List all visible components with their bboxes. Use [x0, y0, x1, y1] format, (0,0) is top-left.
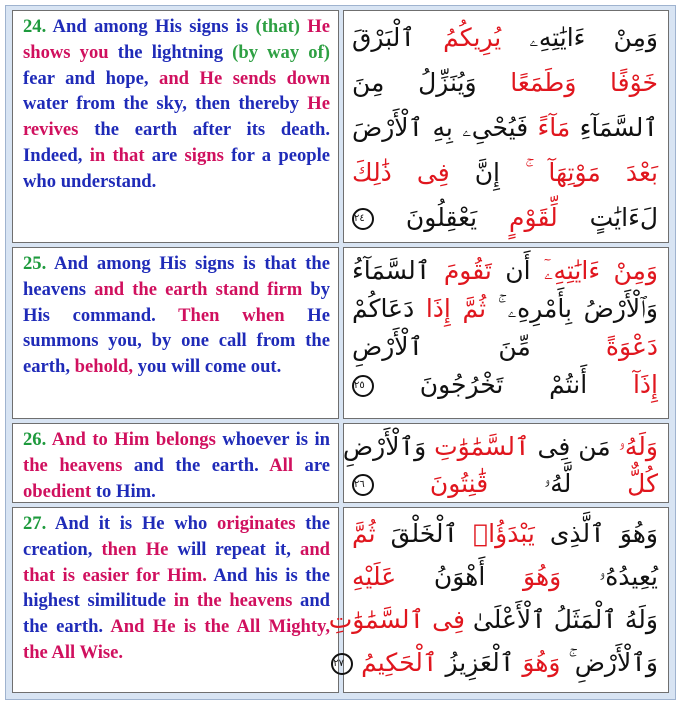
arabic-word: ٱلسَّمَآءُ — [352, 256, 431, 285]
arabic-word: يَعْقِلُونَ — [405, 203, 478, 232]
arabic-word: وَيُنَزِّلُ مِنَ — [352, 68, 477, 97]
arabic-cell — [343, 247, 669, 419]
arabic-word: ٱلْحَكِيمُ — [361, 648, 438, 677]
translation-segment: Then when — [178, 304, 308, 326]
english-cell — [12, 247, 339, 419]
verse-number: 26. — [23, 429, 52, 450]
translation-segment: (by way of) — [232, 41, 330, 63]
translation-segment: water from the sky, then thereby — [23, 93, 308, 115]
arabic-word: مَن فِى — [529, 432, 611, 461]
english-cell — [12, 10, 339, 243]
arabic-line — [352, 195, 658, 240]
translation-segment: And among His signs is that — [54, 253, 306, 274]
arabic-word: وَهُوَ — [485, 562, 562, 591]
arabic-word: ٱلْخَلْقَ — [375, 519, 459, 548]
arabic-line — [328, 598, 658, 641]
arabic-word: وَٱلْأَرْضِ ۚ — [560, 648, 658, 677]
arabic-word: لَّهُۥ — [488, 469, 572, 498]
arabic-line — [352, 512, 658, 555]
translation-segment: and that is easier for Him. — [23, 538, 330, 586]
translation-segment: and the earth. — [133, 454, 270, 476]
arabic-word: وَٱلْأَرْضُ بِأَمْرِهِۦ — [497, 294, 658, 323]
verse-row — [12, 507, 669, 693]
arabic-line — [352, 366, 658, 404]
translation-segment: the heavens — [23, 454, 134, 476]
arabic-word: وَهُوَ ٱلَّذِى — [534, 519, 658, 548]
translation-segment: And to Him belongs — [51, 429, 223, 450]
arabic-word: وَمِنْ ءَايَٰتِهِۦٓ — [530, 256, 658, 285]
arabic-word: وَلَهُ ٱلْمَثَلُ ٱلْأَعْلَىٰ — [464, 605, 658, 634]
arabic-word: خَوْفًا وَطَمَعًا — [476, 68, 658, 97]
arabic-word: دَعْوَةً — [530, 332, 658, 361]
arabic-word: تَقُومَ — [430, 256, 492, 285]
translation-segment: and He sends down — [159, 67, 331, 89]
arabic-word: أَن — [491, 256, 531, 285]
translation-segment: obedient — [23, 480, 96, 502]
translation-segment: And his is the highest similitude — [23, 564, 330, 612]
arabic-cell — [343, 423, 669, 503]
english-translation — [23, 511, 330, 666]
arabic-line — [352, 105, 658, 150]
translation-segment: He shows you — [23, 16, 330, 63]
arabic-text — [352, 15, 658, 240]
arabic-word: عَلَيْهِ — [352, 562, 397, 591]
translation-segment: you will come out. — [137, 356, 282, 378]
arabic-word: أَنتُمْ تَخْرُجُونَ — [419, 370, 588, 399]
arabic-word: دَعَاكُمْ — [352, 294, 415, 323]
translation-segment: and the earth. — [23, 590, 330, 638]
arabic-word: يَبْدَؤُا۟ — [458, 519, 535, 548]
english-translation — [23, 14, 330, 195]
arabic-word: مِّنَ ٱلْأَرْضِ — [352, 332, 531, 361]
arabic-line — [342, 428, 658, 465]
translation-segment: by His command. — [23, 278, 330, 326]
arabic-line — [352, 252, 658, 290]
arabic-word: بَعْدَ مَوْتِهَآ — [525, 158, 658, 187]
ayah-number-icon: ٢٦ — [352, 474, 374, 496]
translation-segment: the All Wise. — [23, 641, 124, 663]
translation-segment: All — [269, 454, 305, 476]
translation-segment: will repeat it, — [177, 538, 301, 560]
arabic-word: لَءَايَٰتٍ — [557, 203, 659, 232]
translation-segment: the creation, — [23, 513, 330, 560]
arabic-cell — [343, 10, 669, 243]
translation-segment: the earth after its death. — [94, 119, 330, 141]
translation-segment: And He is the All Mighty, — [110, 616, 330, 638]
verse-row — [12, 247, 669, 419]
arabic-line — [352, 60, 658, 105]
arabic-word: ٱلسَّمَٰوَٰتِ — [426, 432, 530, 461]
arabic-word: ۚ ثُمَّ إِذَا — [414, 294, 498, 323]
verse-number: 25. — [23, 253, 55, 274]
arabic-line — [352, 15, 658, 60]
translation-segment: He revives — [23, 93, 330, 141]
english-translation — [23, 427, 330, 504]
arabic-word: فِى ٱلسَّمَٰوَٰتِ — [328, 605, 465, 634]
verse-row — [12, 10, 669, 243]
arabic-text — [342, 428, 658, 502]
translation-segment: are — [304, 454, 330, 476]
arabic-text — [328, 512, 658, 684]
arabic-word: أَهْوَنُ — [396, 562, 486, 591]
arabic-line — [352, 290, 658, 328]
arabic-line — [352, 328, 658, 366]
translation-segment: then He — [101, 538, 178, 560]
arabic-line — [352, 555, 658, 598]
arabic-word: كُلٌّ — [571, 469, 658, 498]
arabic-word: لِّقَوْمٍ — [477, 203, 558, 232]
arabic-word: مَآءً — [528, 113, 571, 142]
arabic-word: قَٰنِتُونَ — [429, 469, 489, 498]
ayah-number-icon: ٢٥ — [352, 375, 374, 397]
arabic-word: ثُمَّ — [352, 519, 376, 548]
translation-segment: He summons you, by one call from the earth, — [23, 304, 331, 378]
verse-number: 27. — [23, 513, 55, 534]
translation-segment: in that — [89, 144, 152, 166]
arabic-line — [352, 465, 658, 502]
arabic-word: ٱلْبَرْقَ — [352, 23, 416, 52]
translation-segment: signs — [184, 144, 232, 166]
translation-segment: are — [151, 144, 185, 166]
translation-segment: the heavens — [23, 253, 330, 300]
arabic-word: يُعِيدُهُۥ — [561, 562, 658, 591]
translation-segment: originates — [217, 513, 306, 534]
translation-segment: for a people who understand. — [23, 144, 331, 192]
verse-number: 24. — [23, 16, 53, 37]
translation-segment: fear and hope, — [23, 67, 160, 89]
translation-segment: and the earth stand firm — [94, 278, 311, 300]
arabic-cell — [328, 507, 669, 693]
translation-segment: And among His signs is — [52, 16, 256, 37]
arabic-word: وَلَهُۥ — [610, 432, 658, 461]
verse-table — [5, 5, 676, 700]
translation-segment: the lightning — [117, 41, 233, 63]
arabic-text — [352, 252, 658, 404]
translation-segment: behold, — [74, 356, 138, 378]
translation-segment: And it is He who — [54, 513, 217, 534]
translation-segment: Indeed, — [23, 144, 90, 166]
english-translation — [23, 251, 330, 380]
verse-row — [12, 423, 669, 503]
arabic-word: وَٱلْأَرْضِ — [342, 432, 427, 461]
arabic-word: ٱلسَّمَآءِ — [570, 113, 658, 142]
ayah-number-icon: ٢٧ — [331, 653, 353, 675]
arabic-word: وَمِنْ ءَايَٰتِهِۦ — [501, 23, 658, 52]
arabic-word: فِى ذَٰلِكَ — [352, 158, 450, 187]
arabic-word: وَهُوَ — [514, 648, 561, 677]
english-cell — [12, 507, 339, 693]
arabic-word: ٱلْعَزِيزُ — [437, 648, 515, 677]
arabic-word: فَيُحْىِۦ بِهِ ٱلْأَرْضَ — [352, 113, 529, 142]
translation-segment: (that) — [255, 16, 308, 37]
arabic-word: إِذَآ — [587, 370, 658, 399]
translation-segment: whoever is in — [222, 429, 330, 450]
arabic-word: يُرِيكُمُ — [415, 23, 502, 52]
arabic-line — [352, 150, 658, 195]
arabic-word: ۚ إِنَّ — [449, 158, 526, 187]
english-cell — [12, 423, 339, 503]
ayah-number-icon: ٢٤ — [352, 208, 374, 230]
translation-segment: in the heavens — [173, 590, 301, 612]
arabic-line — [333, 641, 658, 684]
translation-segment: to Him. — [95, 480, 156, 502]
